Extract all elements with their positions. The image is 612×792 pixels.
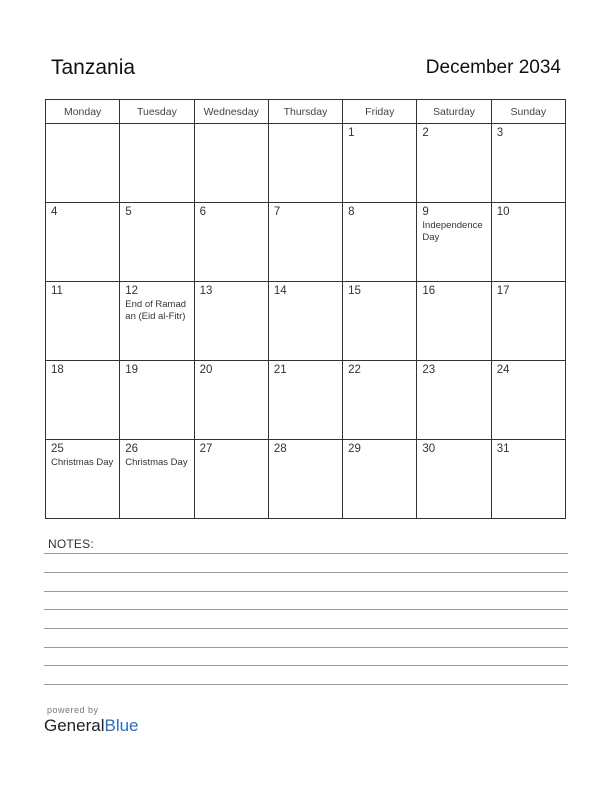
notes-label: NOTES: [48,537,94,551]
powered-by-text: powered by [47,705,99,715]
day-number: 28 [273,443,287,455]
day-cell [194,282,268,361]
day-number: 16 [422,285,436,297]
holiday-label: End of Ramadan (Eid al-Fitr) [125,299,187,322]
day-cell [194,440,268,519]
calendar-month-title: December 2034 [425,57,561,78]
day-cell [194,361,268,440]
day-number: 6 [199,206,206,218]
day-number: 1 [348,127,355,139]
day-cell [194,124,268,203]
day-number: 12 [125,285,139,297]
day-cell [268,282,342,361]
day-cell [268,124,342,203]
day-cell [268,361,342,440]
brand-blue: Blue [104,716,139,735]
day-number: 27 [199,443,213,455]
day-cell [268,203,342,282]
day-number: 10 [496,206,510,218]
day-number: 3 [496,127,504,139]
weekday-header: Wednesday [194,100,268,124]
day-cell [343,440,417,519]
notes-line [44,628,568,629]
weekday-header: Tuesday [120,100,194,124]
week-row [46,361,566,440]
day-number: 18 [51,364,64,376]
day-number: 5 [125,206,132,218]
day-number: 25 [51,443,64,455]
notes-line [44,609,568,610]
holiday-label: Christmas Day [51,457,114,468]
day-cell [491,203,565,282]
brand-general: General [44,716,105,735]
day-cell [417,282,491,361]
day-cell [343,203,417,282]
day-cell [46,124,120,203]
calendar-grid [45,99,566,519]
week-row [46,124,566,203]
weekday-header: Sunday [491,100,565,124]
day-cell [417,440,491,519]
day-number: 15 [348,285,361,297]
weekday-header: Friday [343,100,417,124]
holiday-label: Christmas Day [125,457,188,468]
day-cell [46,203,120,282]
day-cell [120,361,194,440]
day-number: 14 [273,285,287,297]
day-cell [343,361,417,440]
day-number: 8 [348,206,355,218]
day-number: 21 [273,364,287,376]
holiday-label: Independence Day [422,220,483,243]
day-number: 26 [125,443,139,455]
day-cell [491,282,565,361]
day-number: 11 [51,285,63,297]
day-cell [268,440,342,519]
notes-line [44,572,568,573]
day-cell [120,282,194,361]
day-cell [491,440,565,519]
calendar-country-title: Tanzania [51,56,136,79]
day-cell [417,124,491,203]
day-number: 20 [199,364,213,376]
notes-line [44,684,568,685]
weekday-header: Monday [46,100,120,124]
day-number: 4 [51,206,58,218]
day-cell [491,361,565,440]
weekday-header-row [46,100,566,124]
day-cell [46,282,120,361]
notes-line [44,591,568,592]
generalblue-logo [44,716,139,736]
day-cell [120,440,194,519]
day-number: 19 [125,364,139,376]
day-cell [417,361,491,440]
day-number: 29 [348,443,361,455]
weekday-header: Thursday [268,100,342,124]
day-cell [417,203,491,282]
week-row [46,282,566,361]
weekday-header: Saturday [417,100,491,124]
day-number: 31 [496,443,510,455]
day-cell [343,124,417,203]
day-cell [46,361,120,440]
day-number: 13 [199,285,213,297]
day-number: 23 [422,364,436,376]
day-cell [46,440,120,519]
week-row [46,203,566,282]
day-number: 22 [348,364,361,376]
day-number: 7 [273,206,281,218]
day-number: 30 [422,443,436,455]
day-number: 24 [496,364,510,376]
notes-line [44,553,568,554]
day-number: 2 [422,127,429,139]
day-cell [120,203,194,282]
day-cell [343,282,417,361]
day-number: 17 [496,285,510,297]
week-row [46,440,566,519]
day-cell [120,124,194,203]
day-cell [194,203,268,282]
day-number: 9 [422,206,429,218]
notes-line [44,665,568,666]
day-cell [491,124,565,203]
notes-line [44,647,568,648]
